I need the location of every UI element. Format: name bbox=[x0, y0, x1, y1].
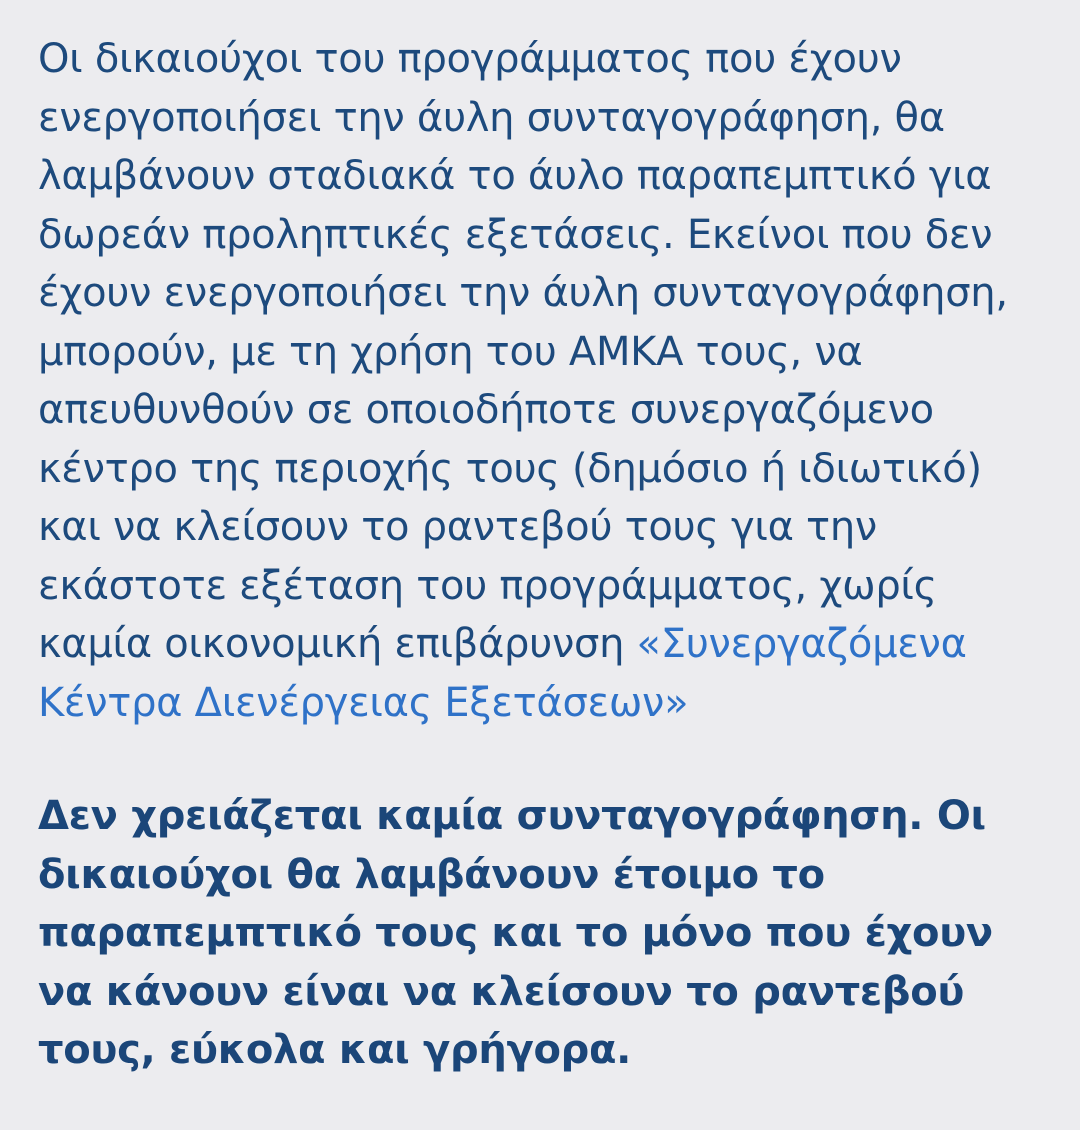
info-paragraph bbox=[38, 30, 1044, 732]
info-paragraph-text: Οι δικαιούχοι του προγράμματος που έχουν ενεργοποιήσει την άυλη συνταγογράφηση, θα λαμβάνουν σταδιακά το άυλο παραπεμπτικό για δωρεάν προληπτικές εξετάσεις. Εκείνοι που δεν έχουν ενεργοποιήσει την άυλη συνταγογράφηση, μπορούν, με τη χρήση του ΑΜΚΑ τους, να απευθυνθούν σε οποιοδήποτε συνεργαζόμενο κέντρο της περιοχής τους (δημόσιο ή ιδιωτικό) και να κλείσουν το ραντεβού τους για την εκάστοτε εξέταση του προγράμματος, χωρίς καμία οικονομική επιβάρυνση bbox=[38, 36, 1008, 667]
highlight-paragraph: Δεν χρειάζεται καμία συνταγογράφηση. Οι δικαιούχοι θα λαμβάνουν έτοιμο το παραπεμπτικό τους και το μόνο που έχουν να κάνουν είναι να κλείσουν το ραντεβού τους, εύκολα και γρήγορα. bbox=[38, 793, 993, 1073]
partner-centers-link[interactable]: «Συνεργαζόμενα Κέντρα Διενέργειας Εξετάσεων» bbox=[38, 621, 967, 726]
